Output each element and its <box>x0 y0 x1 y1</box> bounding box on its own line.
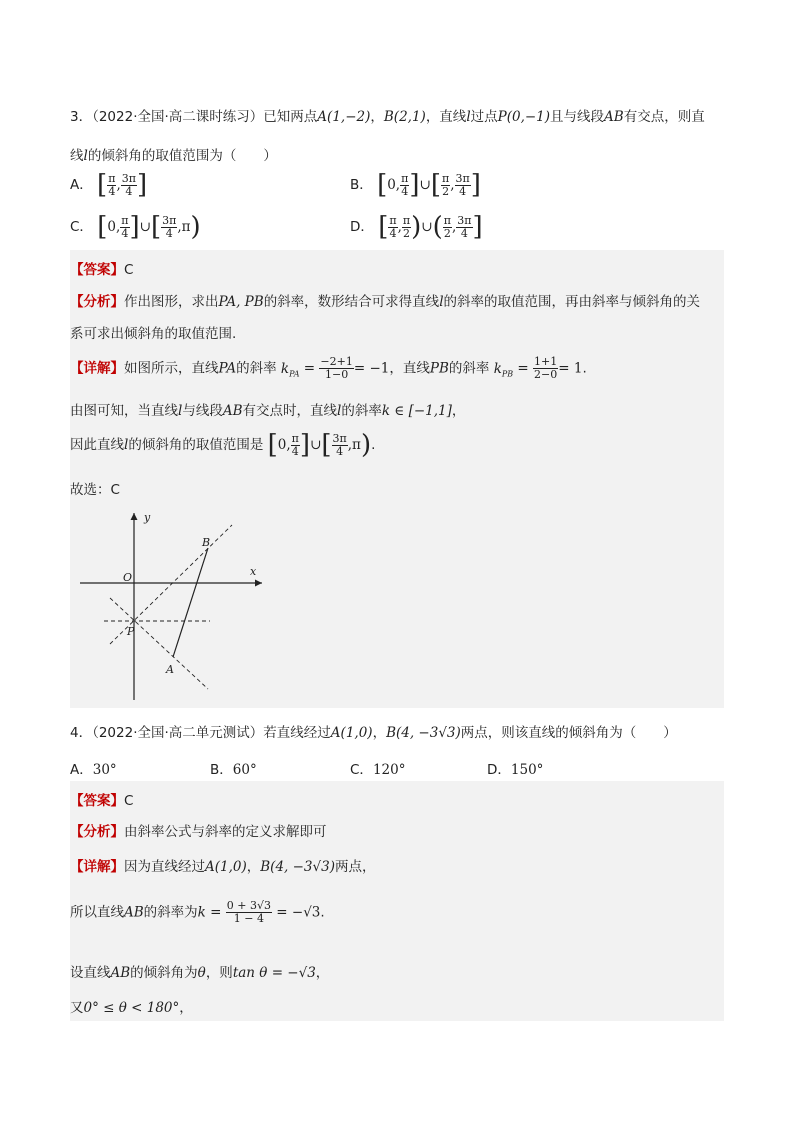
q3-choose <box>70 478 120 498</box>
origin-label: O <box>123 571 133 584</box>
point-p: P(0,−1) <box>497 109 551 125</box>
q4-detail-line4 <box>70 996 193 1016</box>
frac-den: 1 − 4 <box>233 912 264 925</box>
analysis-tag: 【分析】 <box>70 294 124 310</box>
detail-tag: 【详解】 <box>70 859 124 875</box>
q4-option-c[interactable] <box>350 758 405 778</box>
segment-ab: AB <box>110 965 131 981</box>
line-pa-dashed <box>110 598 208 689</box>
x-label: x <box>250 565 257 578</box>
option-label: C． <box>350 762 373 778</box>
q3-option-a[interactable]: A． [ $\frac{\pi}{4}$ , $\frac{3\pi}{4}$ ] <box>70 170 148 200</box>
detail-text: 的倾斜角为 <box>130 965 198 981</box>
fraction-kpb <box>533 356 558 381</box>
answer-value: C <box>124 262 134 278</box>
line-l: l <box>439 294 444 310</box>
bracket: ] <box>136 170 148 200</box>
sep: ， <box>370 109 384 125</box>
option-value: 120° <box>372 762 406 778</box>
q3-source: （2022·全国·高二课时练习） <box>92 109 264 125</box>
detail-text: ，直线 <box>389 360 430 377</box>
q4-stem-text: 两点，则该直线的倾斜角为（ ） <box>460 725 677 741</box>
sep: ， <box>246 859 261 875</box>
math-pb: PB <box>429 360 449 377</box>
fraction: $\frac{\pi}{4}$ <box>389 213 397 240</box>
line-l: l <box>178 403 183 419</box>
option-label: B． <box>350 177 373 193</box>
q3-option-c[interactable]: C． [0, $\frac{\pi}{4}$ ]∪[ $\frac{3\pi}{4}$ ,π) <box>70 212 201 242</box>
y-label: y <box>144 511 151 524</box>
q3-stem-text: 有交点，则直 <box>623 109 705 125</box>
option-label: B． <box>210 762 233 778</box>
segment-ab: AB <box>604 109 624 125</box>
q3-stem-text: 过点 <box>470 109 498 125</box>
option-value: 30° <box>92 762 117 778</box>
option-label: A． <box>70 762 93 778</box>
bracket: [ <box>377 170 388 200</box>
detail-text: 的斜率为 <box>143 904 198 921</box>
q4-number: 4． <box>70 725 93 741</box>
frac-num: 0 + 3√3 <box>226 899 271 912</box>
analysis-text: 的斜率的取值范围，再由斜率与倾斜角的关 <box>443 294 701 310</box>
math-pa: PA <box>218 360 237 377</box>
q3-stem-text: 的倾斜角的取值范围为（ ） <box>87 148 277 164</box>
segment-ab-line <box>173 548 208 657</box>
bracket: [ <box>430 170 441 200</box>
q3-option-d[interactable]: D． [ $\frac{\pi}{4}$ , $\frac{\pi}{2}$ )∪( $\frac{\pi}{2}$ , $\frac{3\pi}{4}$ ] <box>350 212 483 242</box>
detail-text: . <box>582 360 587 377</box>
angle-range: 0° ≤ θ < 180° <box>83 1000 180 1016</box>
fraction: $\frac{3\pi}{4}$ <box>457 213 472 240</box>
point-b: B(4, −3√3) <box>386 725 461 741</box>
segment-ab: AB <box>222 403 243 419</box>
q4-detail-line2 <box>70 900 325 925</box>
fraction: $\frac{3\pi}{4}$ <box>332 431 347 458</box>
option-label: D． <box>350 219 374 235</box>
k-sub: PB <box>501 369 514 379</box>
fraction: $\frac{\pi}{4}$ <box>401 171 409 198</box>
q4-stem-text: 若直线经过 <box>263 725 331 741</box>
analysis-text: 的斜率，数形结合可求得直线 <box>263 294 440 310</box>
bracket: [ <box>378 212 389 242</box>
bracket: [ <box>267 430 278 460</box>
bracket: ) <box>411 212 422 242</box>
detail-text: 的斜率 <box>341 403 382 419</box>
q3-analysis-line2 <box>70 322 236 342</box>
q4-answer <box>70 789 133 809</box>
slope-k-pb <box>494 361 513 377</box>
detail-text: 因此直线 <box>70 437 124 453</box>
k-sub: PA <box>289 369 300 379</box>
option-label: A． <box>70 177 93 193</box>
fraction: $\frac{3\pi}{4}$ <box>162 213 177 240</box>
k: k <box>493 360 502 377</box>
q4-detail-line1 <box>70 855 375 875</box>
analysis-text: 由斜率公式与斜率的定义求解即可 <box>124 824 327 840</box>
bracket: ) <box>360 430 372 460</box>
q3-stem-text: 已知两点 <box>263 109 318 125</box>
bracket: ( <box>432 212 443 242</box>
bracket: ] <box>472 212 483 242</box>
fraction: $\frac{\pi}{4}$ <box>121 213 129 240</box>
fraction: $\frac{3\pi}{4}$ <box>121 171 136 198</box>
fraction: $\frac{\pi}{4}$ <box>108 171 116 198</box>
detail-text: . <box>371 437 376 453</box>
frac-den: 1−0 <box>325 368 349 381</box>
q3-analysis-line1 <box>70 290 700 310</box>
answer-tag: 【答案】 <box>70 793 124 809</box>
detail-text: 设直线 <box>70 965 111 981</box>
answer-value: C <box>124 793 134 809</box>
detail-text: 所以直线 <box>70 904 124 921</box>
bracket: ] <box>299 430 311 460</box>
fraction-kpa <box>319 356 353 381</box>
q4-analysis <box>70 820 327 840</box>
q4-detail-line3 <box>70 961 329 981</box>
q3-option-b[interactable]: B． [0, $\frac{\pi}{4}$ ]∪[ $\frac{\pi}{2}$ , $\frac{3\pi}{4}$ ] <box>350 170 481 200</box>
line-l: l <box>83 148 88 164</box>
bracket: [ <box>150 212 162 242</box>
q3-detail-line3: 因此直线l的倾斜角的取值范围是 [0, $\frac{\pi}{4}$ ]∪[ $\frac{3\pi}{4}$ ,π). <box>70 430 376 460</box>
line-l: l <box>124 437 129 453</box>
result: = −1 <box>353 360 390 377</box>
q3-stem-text: ，直线 <box>425 109 467 125</box>
bracket: [ <box>97 170 108 200</box>
fraction: $\frac{\pi}{2}$ <box>443 213 451 240</box>
q4-option-a[interactable] <box>70 758 117 778</box>
detail-text: 由图可知，当直线 <box>70 403 178 419</box>
segment-ab: AB <box>124 904 144 921</box>
fraction: $\frac{\pi}{2}$ <box>402 213 411 240</box>
line-l: l <box>337 403 342 419</box>
detail-text: 两点， <box>334 859 376 875</box>
detail-text: ，则 <box>205 965 233 981</box>
answer-tag: 【答案】 <box>70 262 124 278</box>
analysis-text: 作出图形，求出 <box>124 294 219 310</box>
detail-text: 有交点时，直线 <box>242 403 337 419</box>
theta: θ <box>197 965 206 981</box>
point-b: B(4, −3√3) <box>260 859 335 875</box>
point-p-label: P <box>127 625 135 638</box>
bracket: [ <box>321 430 332 460</box>
point-a: A(1,0) <box>330 725 373 741</box>
q3-number: 3． <box>70 109 93 125</box>
result: = 1 <box>558 360 583 377</box>
option-label: D． <box>487 762 511 778</box>
q4-stem <box>70 721 677 741</box>
option-value: 150° <box>510 762 544 778</box>
q3-stem-text: 线 <box>70 148 84 164</box>
q3-detail-line1: 【详解】如图所示，直线PA的斜率 $k_{PA}$ = $\frac{-2+1}{1-0}$ = −1，直线PB的斜率 $k_{PB}$ = $\frac{1+1}{2-0}$ = 1. <box>70 355 587 381</box>
detail-text: 因为直线经过 <box>124 859 205 875</box>
k: k <box>280 360 290 377</box>
q3-detail-line2 <box>70 399 465 419</box>
q4-option-b[interactable] <box>210 758 257 778</box>
sep: ， <box>372 725 387 741</box>
analysis-tag: 【分析】 <box>70 824 124 840</box>
detail-text: ， <box>451 403 466 419</box>
q3-answer <box>70 258 133 278</box>
line-l: l <box>466 109 471 125</box>
q3-stem-line1 <box>70 105 705 125</box>
point-b: B(2,1) <box>383 109 426 125</box>
q4-option-d[interactable] <box>487 758 543 778</box>
frac-num: −2+1 <box>320 355 353 368</box>
detail-text: ， <box>179 1000 193 1016</box>
bracket: [ <box>97 212 108 242</box>
point-a: A(1,0) <box>205 859 247 875</box>
detail-text: 又 <box>70 1000 84 1016</box>
detail-text: 与线段 <box>182 403 223 419</box>
result: = −√3 <box>276 904 321 921</box>
q4-source: （2022·全国·高二单元测试） <box>92 725 264 741</box>
point-b-label: B <box>202 536 211 549</box>
q3-figure <box>70 505 270 705</box>
bracket: ] <box>470 170 481 200</box>
math-pa-pb: PA, PB <box>218 294 264 310</box>
fraction: $\frac{\pi}{2}$ <box>441 171 450 198</box>
fraction-k <box>226 900 272 925</box>
choose-text: 故选：C <box>70 482 120 498</box>
q3-stem-line2 <box>70 144 277 164</box>
q3-stem-text: 且与线段 <box>550 109 605 125</box>
frac-den: 2−0 <box>534 368 558 381</box>
detail-text: 的斜率 <box>236 360 277 377</box>
detail-text: . <box>320 904 325 921</box>
tan-equation: tan θ = −√3 <box>232 965 316 981</box>
detail-tag: 【详解】 <box>70 360 124 377</box>
detail-text: 的倾斜角的取值范围是 <box>128 437 264 453</box>
fraction: $\frac{3\pi}{4}$ <box>455 171 470 198</box>
analysis-text: 系可求出倾斜角的取值范围. <box>70 326 237 342</box>
bracket: ) <box>190 212 201 242</box>
bracket: ] <box>129 212 140 242</box>
frac-num: 1+1 <box>534 355 558 368</box>
fraction: $\frac{\pi}{4}$ <box>291 431 299 458</box>
detail-text: ， <box>315 965 330 981</box>
slope-range: k ∈ [−1,1] <box>381 403 452 419</box>
detail-text: 的斜率 <box>448 360 490 377</box>
point-a-label: A <box>166 663 174 676</box>
slope-k: k = <box>197 904 222 921</box>
option-value: 60° <box>232 762 257 778</box>
bracket: ] <box>409 170 420 200</box>
option-label: C． <box>70 219 93 235</box>
slope-k-pa <box>281 361 300 377</box>
point-a: A(1,−2) <box>317 109 371 125</box>
detail-text: 如图所示，直线 <box>124 360 219 377</box>
